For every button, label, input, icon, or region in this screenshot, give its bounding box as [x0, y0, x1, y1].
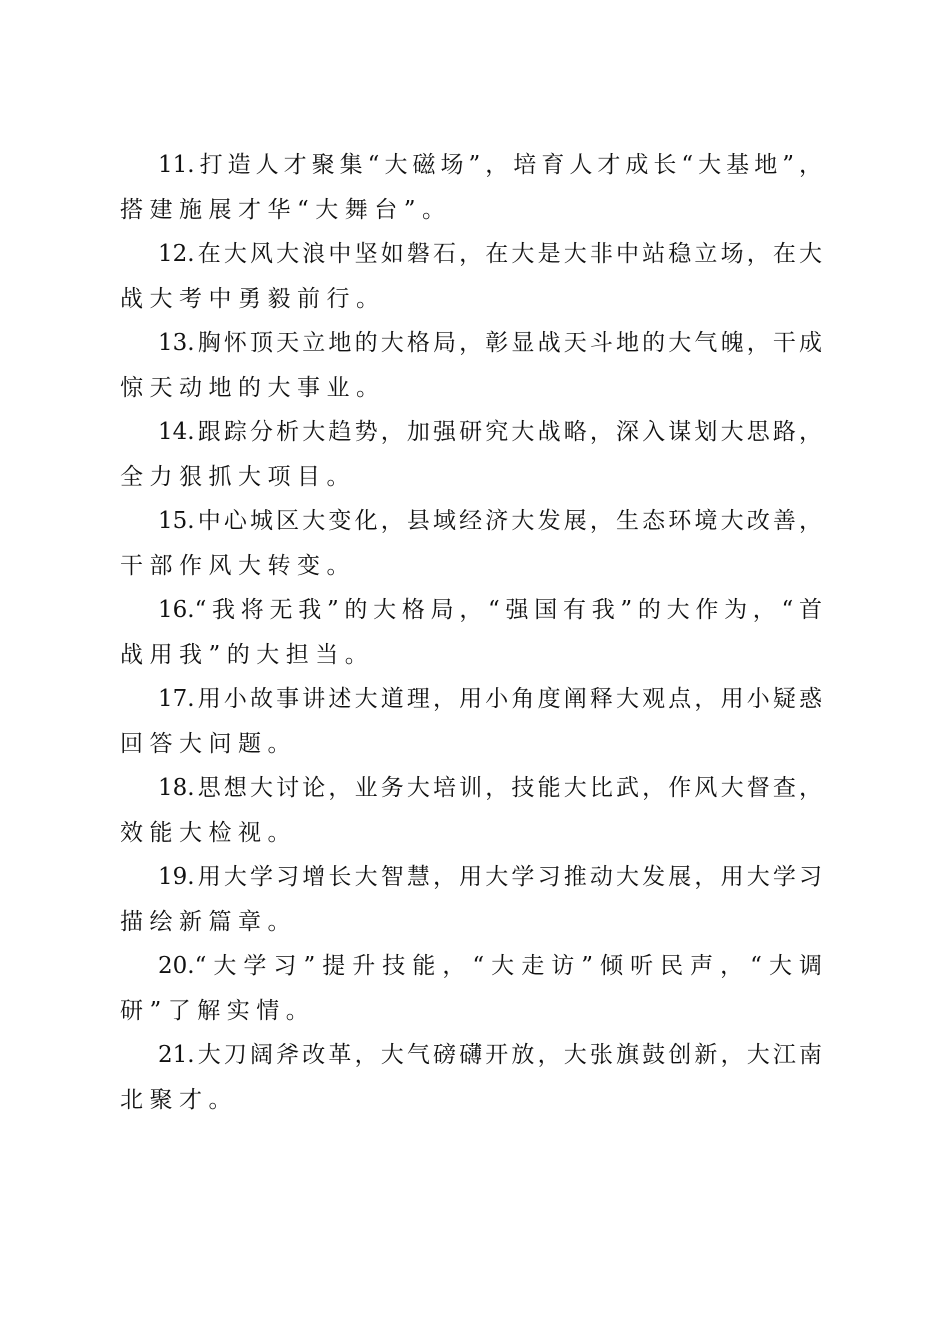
- paragraph-line: 回答大问题。: [120, 730, 297, 757]
- paragraph-line: 干部作风大转变。: [120, 552, 356, 579]
- paragraph-first-line: 14.跟踪分析大趋势，加强研究大战略，深入谋划大思路，: [158, 419, 822, 445]
- paragraph-line: 描绘新篇章。: [120, 908, 297, 935]
- paragraph-line: 惊天动地的大事业。: [120, 374, 386, 401]
- paragraph: [120, 321, 822, 410]
- paragraph-first-line: 20.“大学习”提升技能，“大走访”倾听民声，“大调: [158, 953, 822, 979]
- paragraph: [120, 677, 822, 766]
- paragraph-first-line: 13.胸怀顶天立地的大格局，彰显战天斗地的大气魄，干成: [158, 330, 822, 356]
- paragraph-line: 搭建施展才华“大舞台”。: [120, 196, 452, 223]
- paragraph: [120, 855, 822, 944]
- paragraph-first-line: 18.思想大讨论，业务大培训，技能大比武，作风大督查，: [158, 775, 822, 801]
- paragraph-first-line: 15.中心城区大变化，县域经济大发展，生态环境大改善，: [158, 508, 822, 534]
- paragraph-line: 研”了解实情。: [120, 997, 316, 1024]
- paragraph-first-line: 21.大刀阔斧改革，大气磅礴开放，大张旗鼓创新，大江南: [158, 1042, 822, 1068]
- paragraph-line: 全力狠抓大项目。: [120, 463, 356, 490]
- paragraph: [120, 766, 822, 855]
- paragraph: [120, 588, 822, 677]
- paragraph-line: 战大考中勇毅前行。: [120, 285, 386, 312]
- paragraph-first-line: 11.打造人才聚集“大磁场”，培育人才成长“大基地”，: [158, 152, 822, 178]
- paragraph-line: 战用我”的大担当。: [120, 641, 375, 668]
- paragraph-line: 效能大检视。: [120, 819, 297, 846]
- paragraph-first-line: 16.“我将无我”的大格局，“强国有我”的大作为，“首: [158, 597, 822, 623]
- paragraph-line: 北聚才。: [120, 1086, 238, 1113]
- paragraph: [120, 232, 822, 321]
- document-page: [120, 143, 822, 1122]
- paragraph: [120, 410, 822, 499]
- paragraph: [120, 499, 822, 588]
- paragraph: [120, 143, 822, 232]
- paragraph: [120, 1033, 822, 1122]
- paragraph-first-line: 12.在大风大浪中坚如磐石，在大是大非中站稳立场，在大: [158, 241, 822, 267]
- paragraph: [120, 944, 822, 1033]
- paragraph-first-line: 19.用大学习增长大智慧，用大学习推动大发展，用大学习: [158, 864, 822, 890]
- paragraph-first-line: 17.用小故事讲述大道理，用小角度阐释大观点，用小疑惑: [158, 686, 822, 712]
